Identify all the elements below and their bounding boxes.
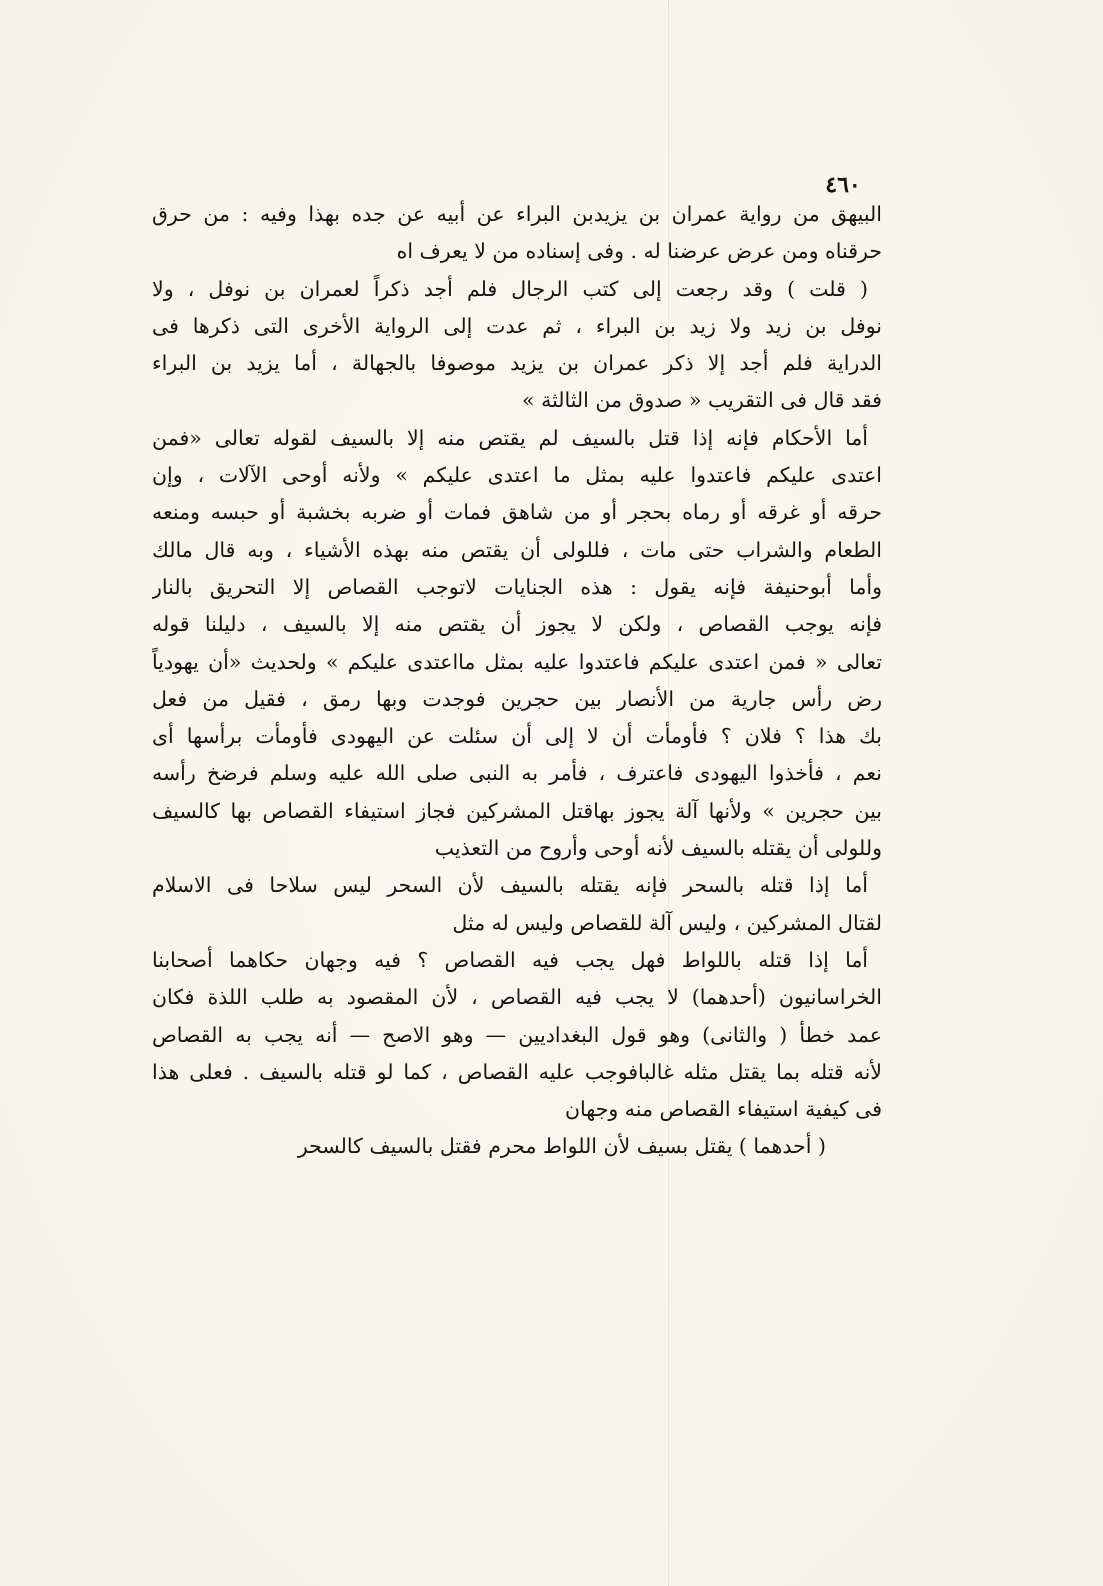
text-line: لأنه قتله بما يقتل مثله غالبافوجب عليه القصاص ، كما لو قتله بالسيف . فعلى هذا — [152, 1059, 882, 1084]
text-line: أما إذا قتله بالسحر فإنه يقتله بالسيف لأن السحر ليس سلاحا فى الاسلام — [152, 873, 868, 898]
body-text — [152, 196, 882, 1166]
text-line: نعم ، فأخذوا اليهودى فاعترف ، فأمر به النبى صلى الله عليه وسلم فرضخ رأسه — [152, 761, 882, 786]
text-line: بك هذا ؟ فلان ؟ فأومأت أن لا إلى أن سئلت عن اليهودى فأومأت برأسها أى — [152, 724, 882, 749]
text-line: فإنه يوجب القصاص ، ولكن لا يجوز أن يقتص منه إلا بالسيف ، دليلنا قوله — [152, 612, 882, 637]
text-line: فى كيفية استيفاء القصاص منه وجهان — [564, 1097, 882, 1122]
text-line: عمد خطأ ( والثانى) وهو قول البغداديين — وهو الاصح — أنه يجب به القصاص — [152, 1022, 882, 1047]
text-line: أما الأحكام فإنه إذا قتل بالسيف لم يقتص منه إلا بالسيف لقوله تعالى «فمن — [152, 425, 868, 450]
text-line: البيهق من رواية عمران بن يزيدبن البراء عن أبيه عن جده بهذا وفيه : من حرق — [152, 202, 882, 226]
text-line: حرقه أو غرقه أو رماه بحجر أو من شاهق فمات أو ضربه بخشبة أو حبسه ومنعه — [152, 500, 882, 525]
text-line: لقتال المشركين ، وليس آلة للقصاص وليس له مثل — [452, 910, 882, 935]
text-line: بين حجرين » ولأنها آلة يجوز بهاقتل المشركين فجاز استيفاء القصاص بها كالسيف — [152, 798, 882, 823]
text-line: أما إذا قتله باللواط فهل يجب فيه القصاص ؟ فيه وجهان حكاهما أصحابنا — [152, 947, 868, 972]
text-line: ( قلت ) وقد رجعت إلى كتب الرجال فلم أجد ذكراً لعمران بن نوفل ، ولا — [152, 276, 868, 301]
text-line: ( أحدهما ) يقتل بسيف لأن اللواط محرم فقتل بالسيف كالسحر — [297, 1134, 826, 1159]
text-line: نوفل بن زيد ولا زيد بن البراء ، ثم عدت إلى الرواية الأخرى التى ذكرها فى — [152, 313, 882, 338]
text-line: فقد قال فى التقريب « صدوق من الثالثة » — [522, 388, 882, 413]
text-line: اعتدى عليكم فاعتدوا عليه بمثل ما اعتدى عليكم » ولأنه أوحى الآلات ، وإن — [152, 463, 882, 488]
text-line: الخراسانيون (أحدهما) لا يجب فيه القصاص ، لأن المقصود به طلب اللذة فكان — [152, 985, 882, 1010]
text-line: تعالى « فمن اعتدى عليكم فاعتدوا عليه بمثل مااعتدى عليكم » ولحديث «أن يهودياً — [152, 649, 882, 674]
text-line: وللولى أن يقتله بالسيف لأنه أوحى وأروح من التعذيب — [434, 836, 882, 861]
text-line: حرقناه ومن عرض عرضنا له . وفى إسناده من لا يعرف اه — [396, 239, 882, 264]
text-line: الدراية فلم أجد إلا ذكر عمران بن يزيد موصوفا بالجهالة ، أما يزيد بن البراء — [152, 351, 882, 376]
text-line: وأما أبوحنيفة فإنه يقول : هذه الجنايات لاتوجب القصاص إلا التحريق بالنار — [152, 574, 882, 599]
page-number: ٤٦٠ — [825, 172, 861, 198]
text-line: رض رأس جارية من الأنصار بين حجرين فوجدت وبها رمق ، فقيل من فعل — [152, 686, 882, 711]
text-line: الطعام والشراب حتى مات ، فللولى أن يقتص منه بهذه الأشياء ، وبه قال مالك — [152, 537, 882, 562]
